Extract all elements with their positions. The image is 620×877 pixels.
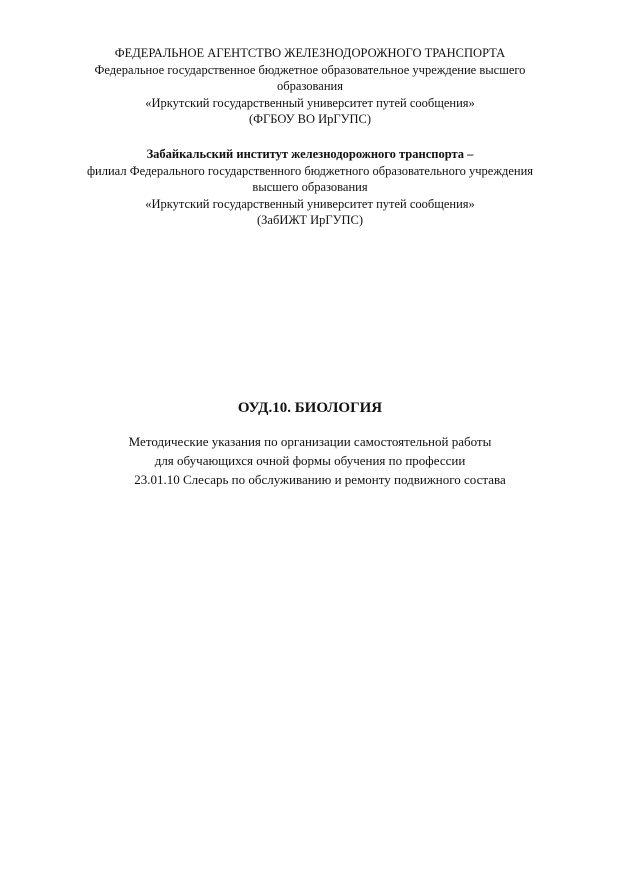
agency-header bbox=[0, 45, 620, 128]
profession-line: 23.01.10 Слесарь по обслуживанию и ремонту подвижного состава bbox=[134, 472, 506, 487]
university-abbreviation: (ФГБОУ ВО ИрГУПС) bbox=[248, 112, 372, 126]
university-type-line-cont: образования bbox=[277, 79, 343, 93]
description-line: Методические указания по организации самостоятельной работы bbox=[128, 434, 492, 449]
institute-abbreviation: (ЗабИЖТ ИрГУПС) bbox=[257, 213, 363, 227]
institute-name: Забайкальский институт железнодорожного транспорта – bbox=[146, 147, 474, 161]
course-description bbox=[0, 432, 620, 489]
parent-university-name: «Иркутский государственный университет путей сообщения» bbox=[145, 196, 475, 211]
university-type-line: Федеральное государственное бюджетное образовательное учреждение высшего bbox=[94, 62, 526, 77]
agency-name: ФЕДЕРАЛЬНОЕ АГЕНТСТВО ЖЕЛЕЗНОДОРОЖНОГО ТРАНСПОРТА bbox=[114, 46, 506, 60]
course-title: ОУД.10. БИОЛОГИЯ bbox=[237, 400, 383, 416]
university-name: «Иркутский государственный университет путей сообщения» bbox=[145, 95, 475, 110]
description-line: для обучающихся очной формы обучения по профессии bbox=[154, 453, 466, 468]
branch-line: филиал Федерального государственного бюджетного образовательного учреждения bbox=[86, 163, 534, 178]
branch-line-cont: высшего образования bbox=[252, 180, 368, 194]
institute-header bbox=[0, 146, 620, 229]
